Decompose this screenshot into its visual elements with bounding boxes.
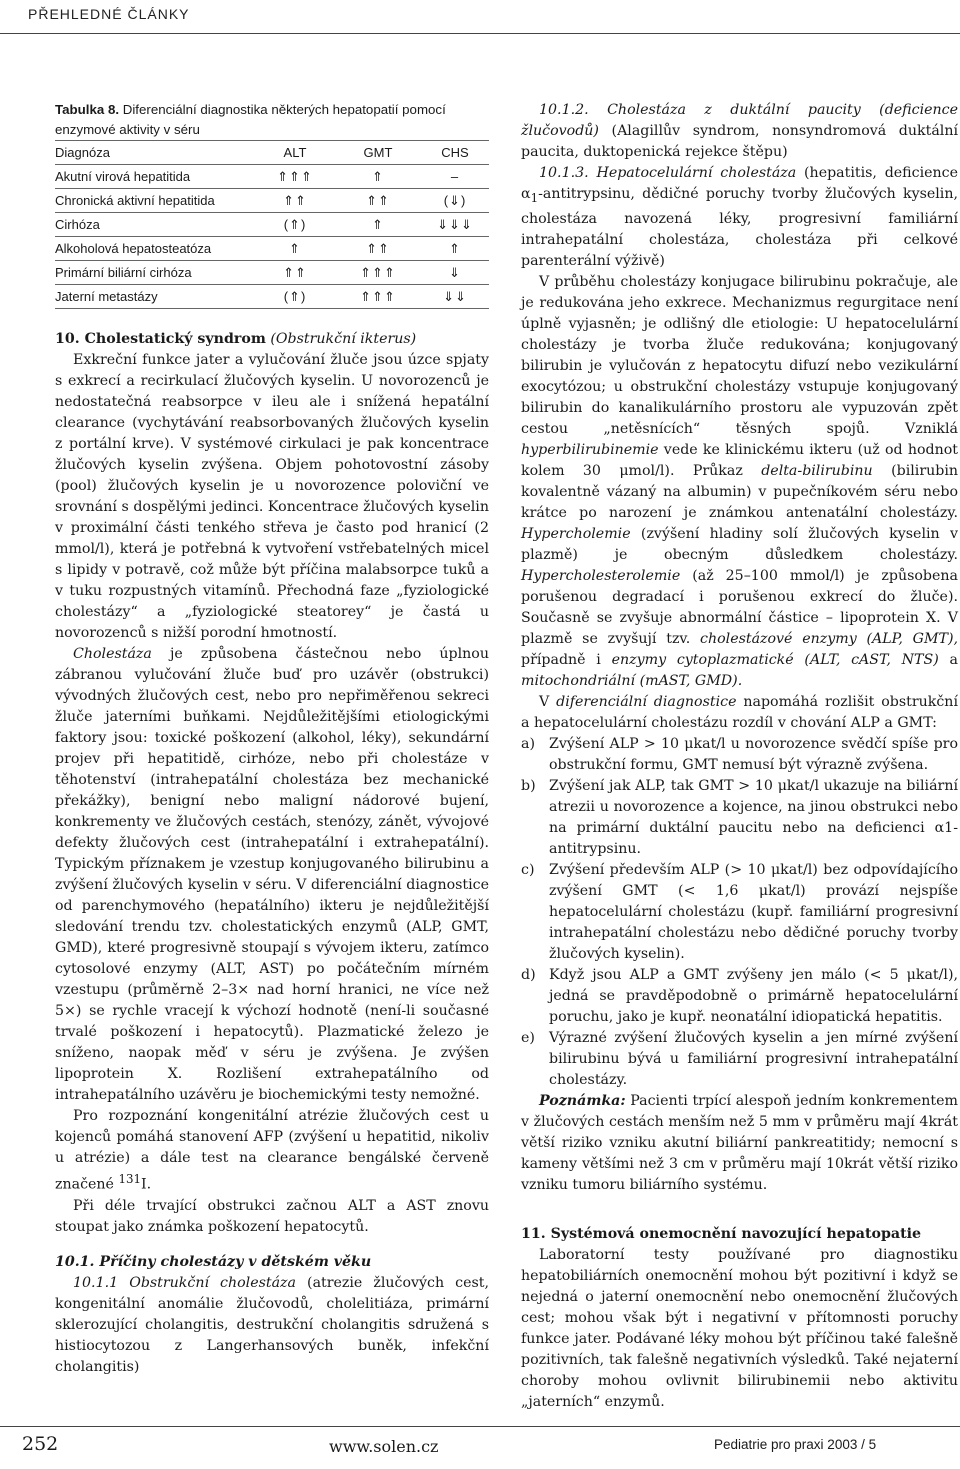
th-alt: ALT — [255, 141, 335, 165]
table-row — [55, 213, 489, 237]
cell-chs: ⇓ — [421, 261, 489, 285]
header-rule — [0, 33, 960, 34]
cell-chs: ⇓⇓ — [421, 285, 489, 309]
paragraph: Exkreční funkce jater a vylučování žluče jsou úzce spjaty s exkrecí a recirkulací žlučových kyselin. U novorozenců je nedostatečná reabsorpce v ileu ale i snížená hepatální clearance (vychytávání reabsorbovaných žlučových kyselin z portální krve). V systémové cirkulaci je pak koncentrace žlučových kyselin zvýšena. Objem pohotovostní zásoby (pool) žlučových kyselin je u novorozence poloviční ve srovnání s dospělými jedinci. Koncentrace žlučových kyselin v proximální části tenkého střeva je často pod hranicí (2 mmol/l), která je potřebná k vytvoření vstřebatelných micel s lipidy v potravě, což může být příčina malabsorpce tuků a v tuku rozpustných vitamínů. Přechodná faze „fyziologické cholestázy“ a „fyziologické steatorey“ je častá u novorozenců s nižší porodní hmotností. — [55, 352, 489, 641]
table-row — [55, 237, 489, 261]
cell-alt: (⇑) — [255, 213, 335, 237]
cell-alt: ⇑ — [255, 237, 335, 261]
cell-gmt: ⇑⇑ — [335, 189, 421, 213]
paragraph: Laboratorní testy používané pro diagnostiku hepatobiliárních onemocnění mohou být pozitivní i když se nejedná o jaterní onemocnění nebo onemocnění žlučových cest; mohou však být i negativní v přítomnosti poruchy funkce jater. Podávané léky mohou být příčinou také falešně pozitivních, tak falešně negativních výsledků. Také nejaterní choroby mohou ovlivnit bilirubinemii nebo aktivitu „jaterních“ enzymů. — [521, 1246, 958, 1410]
cell-alt: ⇑⇑⇑ — [255, 165, 335, 189]
term: mitochondriální (mAST, GMD). — [521, 672, 743, 689]
note-text: Pacienti trpící alespoň jedním konkrementem v žlučových cestách menším než 5 mm v průměru mají 4krát větší riziko vzniku akutní biliární pankreatitidy; nemocní s kameny většími než 3 cm v průměru mají 10krát větší riziko vzniku tumoru biliárního systému. — [521, 1092, 958, 1193]
paragraph-text: vede ke klinickému ikteru (už od hodnot kolem 30 μmol/l). Průkaz — [521, 441, 958, 479]
list-label: b) — [521, 777, 536, 794]
th-gmt: GMT — [335, 141, 421, 165]
term: diferenciální diagnostice — [556, 693, 737, 710]
list-label: c) — [521, 861, 535, 878]
isotope-superscript: 131 — [118, 1172, 142, 1186]
table-row — [55, 285, 489, 309]
term: Hypercholemie — [521, 525, 631, 542]
section-10-subtitle: (Obstrukční ikterus) — [270, 331, 417, 347]
paragraph — [521, 692, 958, 734]
cell-diagnosis: Alkoholová hepatosteatóza — [55, 237, 255, 261]
paragraph — [55, 1273, 489, 1378]
table-row — [55, 189, 489, 213]
table-caption-label: Tabulka 8. — [55, 102, 120, 117]
table-header-row — [55, 141, 489, 165]
cell-chs: – — [421, 165, 489, 189]
left-column — [55, 100, 489, 1378]
list-label: d) — [521, 966, 536, 983]
cell-gmt: ⇑⇑ — [335, 237, 421, 261]
list-item — [521, 734, 958, 776]
paragraph-text: napomáhá rozlišit obstrukční a hepatocelulární cholestázu rozdíl v chování ALP a GMT: — [521, 693, 958, 731]
th-diagnosis: Diagnóza — [55, 141, 255, 165]
page-number: 252 — [22, 1433, 59, 1455]
cell-gmt: ⇑⇑⇑ — [335, 285, 421, 309]
paragraph — [55, 644, 489, 1106]
paragraph-text: (hepatitis, deficience α — [521, 165, 959, 202]
th-chs: CHS — [421, 141, 489, 165]
paragraph-text: V průběhu cholestázy konjugace bilirubinu pokračuje, ale je redukována jeho exkrece. Mechanizmus regurgitace není úplně vyjasněn; je odlišný dle etiologie: U hepatocelulární cholestázy je tvorba žluče redukována; konjugovaný bilirubin je vylučován z hepatocytu difuzí nebo vezikulární exocytózou; u obstrukční cholestázy vstupuje konjugovaný bilirubin do kanalikulárního prostoru ale vypuzován zpět cestou „netěsnících“ těsných spojů. Vzniklá — [521, 273, 958, 437]
term: Cholestáza — [73, 646, 152, 662]
paragraph-text: V — [539, 693, 557, 710]
note-label: Poznámka: — [539, 1092, 626, 1109]
list-item — [521, 965, 958, 1028]
paragraph-text: -antitrypsinu, dědičné poruchy tvorby žlučových kyselin, cholestáza navozená léky, progresivní familiární intrahepatální cholestáza, cholestáza při celkové parenterální výživě) — [521, 186, 958, 269]
subsection-number: 10.1.2. — [539, 102, 589, 118]
section-10-title: 10. Cholestatický syndrom — [55, 331, 266, 347]
paragraph-text: případně i — [521, 651, 612, 668]
footer-rule — [0, 1426, 960, 1427]
list-item — [521, 860, 958, 965]
note-paragraph — [521, 1091, 958, 1196]
list-text: Zvýšení především ALP (> 10 μkat/l) bez odpovídajícího zvýšení GMT (< 1,6 μkat/l) provází nejspíše hepatocelulární cholestázu (kupř. familiární progresivní intrahepatální cholestázu nebo dědičné poruchy tvorby žlučových kyselin). — [549, 861, 958, 962]
paragraph-text: (až 25–100 mmol/l) je způsobena porušenou degradací i porušenou exkrecí do žluče). Současně se zvyšuje abnormální částice – lipoprotein X. V plazmě se zvyšují tzv. — [521, 567, 958, 647]
cell-chs: (⇓) — [421, 189, 489, 213]
cell-diagnosis: Akutní virová hepatitida — [55, 165, 255, 189]
cell-diagnosis: Chronická aktivní hepatitida — [55, 189, 255, 213]
cell-gmt: ⇑⇑⇑ — [335, 261, 421, 285]
term: cholestázové enzymy (ALP, GMT), — [700, 630, 958, 647]
footer-url: www.solen.cz — [329, 1437, 439, 1456]
cell-alt: (⇑) — [255, 285, 335, 309]
cell-diagnosis: Primární biliární cirhóza — [55, 261, 255, 285]
section-11-heading: 11. Systémová onemocnění navozující hepatopatie — [521, 1225, 922, 1242]
paragraph — [521, 272, 958, 692]
list-text: Zvýšení jak ALP, tak GMT > 10 μkat/l ukazuje na biliární atrezii u novorozence a kojence, na jinou obstrukci nebo na primární duktální paucitu nebo na deficienci α1-antitrypsinu. — [549, 777, 958, 857]
subsection-title: Hepatocelulární cholestáza — [596, 165, 797, 181]
paragraph-text: Pro rozpoznání kongenitální atrézie žlučových cest u kojenců pomáhá stanovení AFP (zvýšení u hepatitid, nikoliv u atrézie) a dále test na clearance bengálské červeně značené — [55, 1108, 489, 1193]
journal-name: Pediatrie pro praxi 2003 / 5 — [714, 1437, 877, 1452]
paragraph-text: I. — [141, 1176, 152, 1193]
subsection-title: Obstrukční cholestáza — [129, 1274, 296, 1291]
cell-alt: ⇑⇑ — [255, 189, 335, 213]
cell-gmt: ⇑ — [335, 213, 421, 237]
list-label: e) — [521, 1029, 535, 1046]
cell-gmt: ⇑ — [335, 165, 421, 189]
list-text: Výrazné zvýšení žlučových kyselin a jen mírné zvýšení bilirubinu bývá u familiární progresivní intrahepatální cholestázy. — [549, 1029, 958, 1088]
paragraph-text: (bilirubin kovalentně vázaný na albumin) v pupečníkovém séru nebo krátce po narození je známkou antenatální cholestázy. — [521, 462, 958, 521]
paragraph-text: (zvýšení hladiny solí žlučových kyselin v plazmě) je obecným důsledkem cholestázy. — [521, 525, 958, 563]
cell-chs: ⇓⇓⇓ — [421, 213, 489, 237]
right-column — [521, 100, 958, 1413]
paragraph: Při déle trvající obstrukci začnou ALT a AST znovu stoupat jako známka poškození hepatocytů. — [55, 1197, 489, 1235]
paragraph-text: (Alagillův syndrom, nonsyndromová duktální paucita, duktopenická rejekce štěpu) — [521, 123, 958, 160]
list-text: Když jsou ALP a GMT zvýšeny jen málo (< 5 μkat/l), jedná se pravděpodobně o primárně hepatocelulární poruchu, jako je kupř. neonatální idiopatická hepatitis. — [549, 966, 958, 1025]
term: Hypercholesterolemie — [521, 567, 681, 584]
term: hyperbilirubinemie — [521, 441, 659, 458]
cell-chs: ⇑ — [421, 237, 489, 261]
paragraph — [521, 100, 958, 163]
list-item — [521, 1028, 958, 1091]
cell-alt: ⇑⇑ — [255, 261, 335, 285]
term: enzymy cytoplazmatické (ALT, cAST, NTS) — [611, 651, 939, 668]
subsection-number: 10.1.1 — [73, 1274, 119, 1291]
list-text: Zvýšení ALP > 10 μkat/l u novorozence svědčí spíše pro obstrukční formu, GMT nemusí být výrazně zvýšena. — [549, 735, 958, 773]
table-row — [55, 165, 489, 189]
paragraph-text: a — [938, 651, 958, 668]
subscript: 1 — [530, 190, 539, 205]
section-10-1-heading: 10.1. Příčiny cholestázy v dětském věku — [55, 1253, 372, 1270]
list-item — [521, 776, 958, 860]
table-caption-text: Diferenciální diagnostika některých hepatopatií pomocí enzymové aktivity v séru — [55, 102, 446, 137]
paragraph-text: (atrezie žlučových cest, kongenitální anomálie žlučovodů, cholelitiáza, primární sklerozující cholangitis, destrukční cholangitis sdružená s histiocytozou z Langerhansových buněk, infekční cholangitis) — [55, 1274, 489, 1375]
cell-diagnosis: Cirhóza — [55, 213, 255, 237]
list-label: a) — [521, 735, 535, 752]
section-10-heading — [55, 329, 489, 350]
enzyme-table — [55, 140, 489, 309]
subsection-number: 10.1.3. — [539, 165, 589, 181]
paragraph-text: je způsobena částečnou nebo úplnou zábranou vylučování žluče buď pro uzávěr (obstrukci) vývodných žlučových cest, nebo pro nepřiměřenou sekreci žluče jaterními buňkami. Nejdůležitějšími etiologickými faktory jsou: toxické poškození (alkohol, léky), sekundární projev při hepatitidě, cirhóze, nebo při cholestáze v těhotenství (intrahepatální cholestáza bez mechanické překážky), benigní nebo maligní nádorové bujení, konkrementy ve žlučových cestách, stenózy, zánět, vývojové defekty žlučových cest (intrahepatální i extrahepatální). Typickým příznakem je vzestup konjugovaného bilirubinu a zvýšení žlučových kyselin v séru. V diferenciální diagnostice od parenchymového (hepatálního) ikteru je nejdůležitější sledování trendu tzv. cholestatických enzymů (ALP, GMT, GMD), které progresivně stoupají s vývojem ikteru, zatímco cytosolové enzymy (ALT, AST) po počátečním mírném vzestupu (průměrně 2–3× nad horní hranici, ne více než 5×) se rychle vracejí k výchozí hodnotě (není-li současné trvalé poškození i hepatocytů). Plazmatické železo je sníženo, naopak měď v séru je zvýšena. Je zvýšen lipoprotein X. Rozlišení extrahepatálního od intrahepatálního uzávěru je biochemickými testy nemožné. — [55, 646, 489, 1103]
diagnostic-list — [521, 734, 958, 1091]
table-caption — [55, 100, 489, 140]
paragraph — [55, 1106, 489, 1196]
paragraph — [521, 163, 958, 272]
section-header: PŘEHLEDNÉ ČLÁNKY — [28, 6, 190, 22]
term: delta-bilirubinu — [761, 462, 873, 479]
cell-diagnosis: Jaterní metastázy — [55, 285, 255, 309]
table-row — [55, 261, 489, 285]
subsection-title: Cholestáza z duktální paucity (deficience žlučovodů) — [521, 102, 958, 139]
